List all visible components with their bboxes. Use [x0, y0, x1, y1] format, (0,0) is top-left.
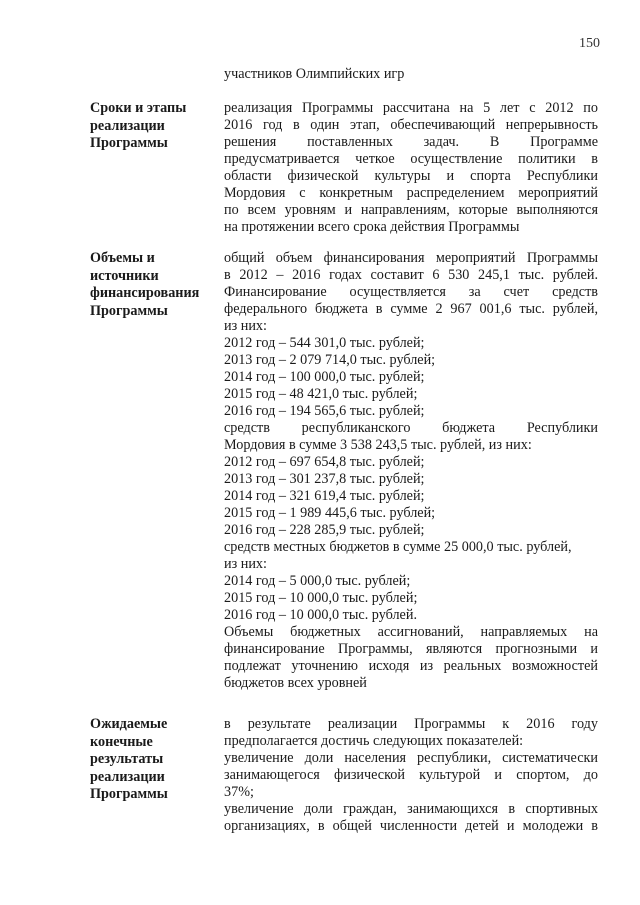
section-label-results [90, 716, 218, 804]
funding-year-line: 2014 год – 100 000,0 тыс. рублей; [224, 369, 425, 385]
funding-year-line: 2014 год – 321 619,4 тыс. рублей; [224, 488, 425, 504]
text-line: Объемы бюджетных ассигнований, направляемых на [224, 624, 598, 640]
text-line: бюджетов всех уровней [224, 675, 367, 691]
text-line: средств республиканского бюджета Республики [224, 420, 598, 436]
text-line: Мордовия в сумме 3 538 243,5 тыс. рублей, из них: [224, 437, 532, 453]
label-line: реализации [90, 117, 165, 134]
text-line: области физической культуры и спорта Республики [224, 168, 598, 184]
label-line: Программы [90, 302, 168, 319]
funding-year-line: 2014 год – 5 000,0 тыс. рублей; [224, 573, 411, 589]
label-line: конечные [90, 733, 153, 750]
continuation-line: участников Олимпийских игр [224, 66, 405, 82]
text-line: 37%; [224, 784, 254, 800]
text-line: средств местных бюджетов в сумме 25 000,0 тыс. рублей, [224, 539, 572, 555]
text-line: по всем уровням и направлениям, которые выполняются [224, 202, 598, 218]
text-line: увеличение доли населения республики, систематически [224, 750, 598, 766]
text-line: занимающегося физической культурой и спортом, до [224, 767, 598, 783]
text-line: из них: [224, 318, 267, 334]
funding-year-line: 2013 год – 301 237,8 тыс. рублей; [224, 471, 425, 487]
text-line: Финансирование осуществляется за счет средств [224, 284, 598, 300]
label-line: реализации [90, 768, 165, 785]
label-line: финансирования [90, 285, 200, 301]
text-line: подлежат уточнению исходя из реальных возможностей [224, 658, 598, 674]
text-line: из них: [224, 556, 267, 572]
text-line: организациях, в общей численности детей и молодежи в [224, 818, 598, 834]
funding-year-line: 2012 год – 544 301,0 тыс. рублей; [224, 335, 425, 351]
funding-year-line: 2013 год – 2 079 714,0 тыс. рублей; [224, 352, 436, 368]
text-line: на протяжении всего срока действия Программы [224, 219, 520, 235]
text-line: увеличение доли граждан, занимающихся в спортивных [224, 801, 598, 817]
section-text-funding [224, 250, 598, 692]
funding-year-line: 2016 год – 10 000,0 тыс. рублей. [224, 607, 417, 623]
text-line: финансирование Программы, являются прогнозными и [224, 641, 598, 657]
funding-year-line: 2016 год – 228 285,9 тыс. рублей; [224, 522, 425, 538]
label-line: Объемы и [90, 250, 155, 266]
page-number: 150 [579, 36, 600, 51]
label-line: Программы [90, 135, 168, 151]
text-line: 2016 год в один этап, обеспечивающий непрерывность [224, 117, 598, 133]
label-line: Программы [90, 786, 168, 802]
text-line: федерального бюджета в сумме 2 967 001,6 тыс. рублей, [224, 301, 598, 317]
text-line: в результате реализации Программы к 2016 году [224, 716, 598, 732]
section-text-terms [224, 100, 598, 236]
funding-year-line: 2015 год – 1 989 445,6 тыс. рублей; [224, 505, 436, 521]
continuation-text [224, 66, 598, 83]
label-line: источники [90, 267, 159, 284]
text-line: общий объем финансирования мероприятий Программы [224, 250, 598, 266]
section-text-results [224, 716, 598, 835]
funding-year-line: 2015 год – 48 421,0 тыс. рублей; [224, 386, 418, 402]
funding-year-line: 2016 год – 194 565,6 тыс. рублей; [224, 403, 425, 419]
section-label-terms [90, 100, 218, 153]
text-line: предполагается достичь следующих показателей: [224, 733, 524, 749]
funding-year-line: 2015 год – 10 000,0 тыс. рублей; [224, 590, 418, 606]
text-line: решения поставленных задач. В Программе [224, 134, 598, 150]
text-line: реализация Программы рассчитана на 5 лет с 2012 по [224, 100, 598, 116]
text-line: предусматривается четкое осуществление политики в [224, 151, 598, 167]
funding-year-line: 2012 год – 697 654,8 тыс. рублей; [224, 454, 425, 470]
label-line: Ожидаемые [90, 716, 168, 732]
text-line: Мордовия с конкретным распределением мероприятий [224, 185, 598, 201]
section-label-funding [90, 250, 218, 320]
text-line: в 2012 – 2016 годах составит 6 530 245,1 тыс. рублей. [224, 267, 598, 283]
label-line: Сроки и этапы [90, 100, 187, 116]
label-line: результаты [90, 751, 164, 767]
